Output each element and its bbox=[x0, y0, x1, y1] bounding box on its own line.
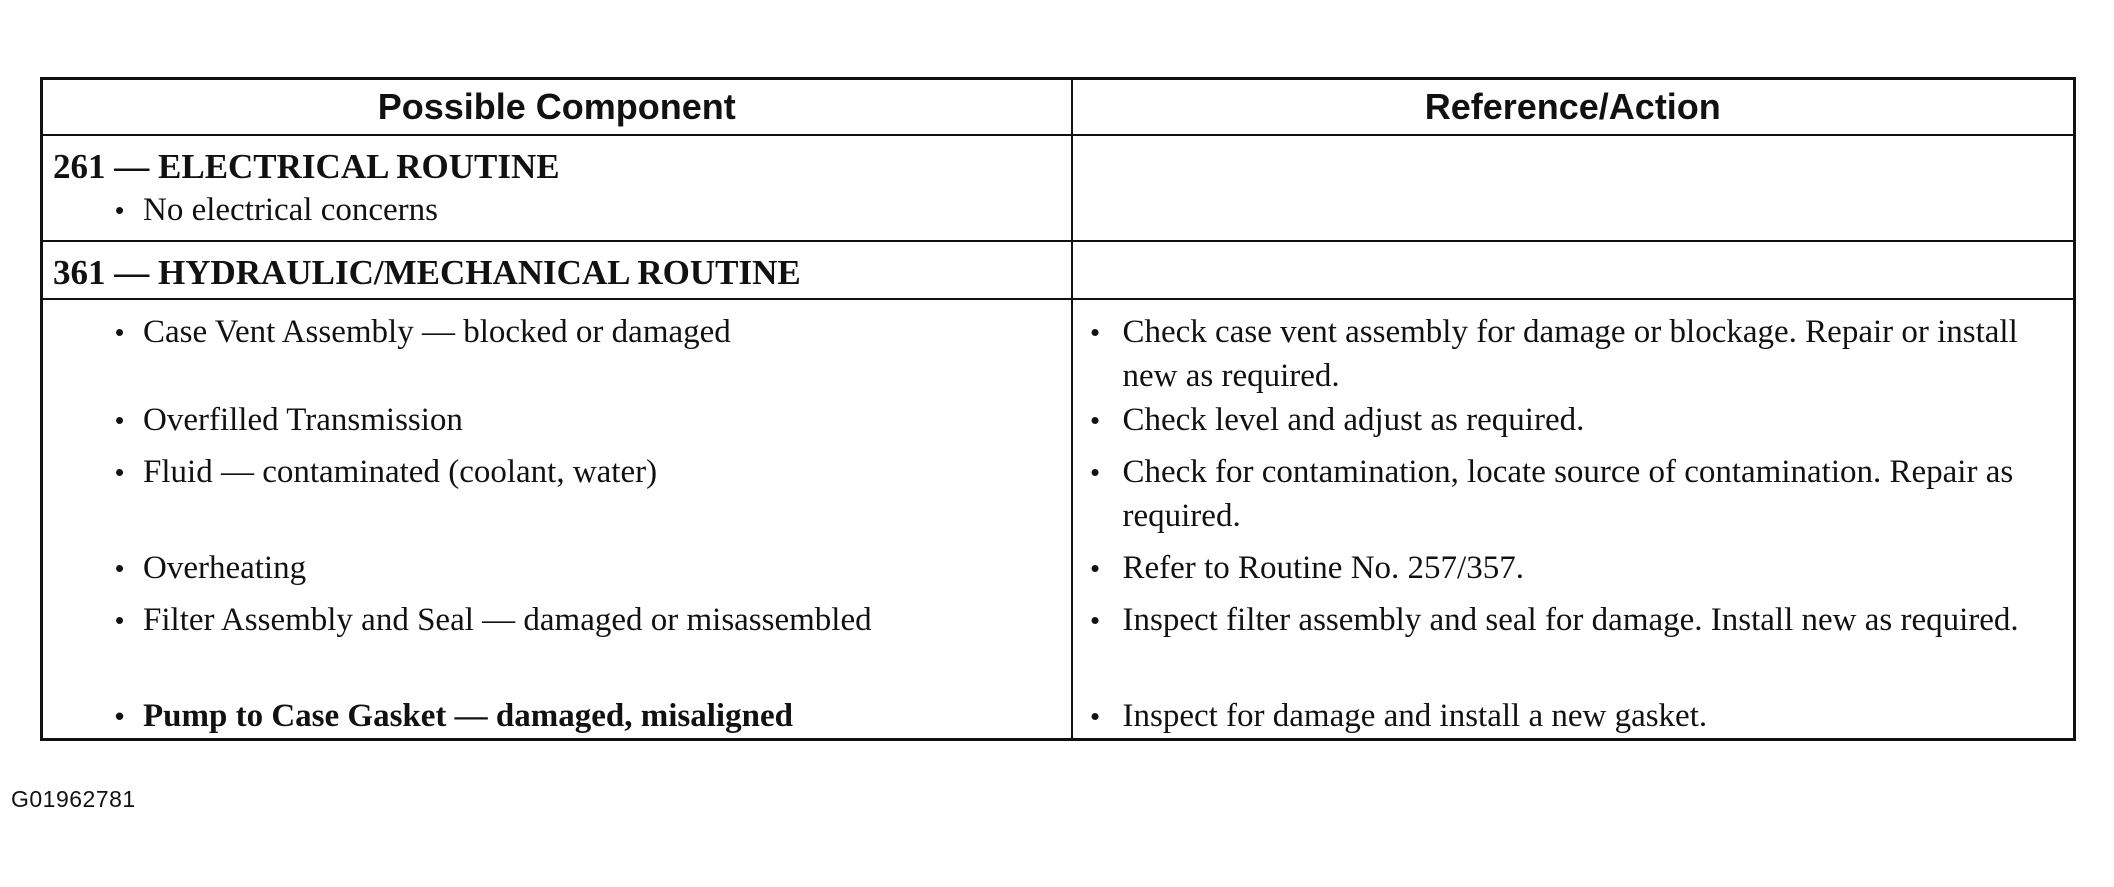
bullet-icon: • bbox=[1090, 317, 1100, 347]
bullet-icon: • bbox=[115, 195, 125, 225]
component-text: No electrical concerns bbox=[143, 192, 439, 228]
list-item bbox=[43, 546, 1071, 598]
list-item bbox=[1073, 310, 2074, 398]
action-text: Check for contamination, locate source of contamination. Repair as required. bbox=[1122, 454, 2014, 534]
list-item bbox=[43, 694, 1071, 738]
list-item bbox=[43, 450, 1071, 546]
component-text: Pump to Case Gasket — damaged, misaligned bbox=[143, 698, 793, 734]
action-text: Check case vent assembly for damage or blockage. Repair or install new as required. bbox=[1122, 314, 2018, 394]
routine-361-items-row bbox=[42, 299, 2075, 740]
routine-title: 261 — ELECTRICAL ROUTINE bbox=[53, 147, 560, 186]
action-text: Inspect for damage and install a new gasket. bbox=[1122, 698, 1708, 734]
action-text: Check level and adjust as required. bbox=[1122, 402, 1585, 438]
list-item bbox=[1073, 598, 2074, 694]
list-item bbox=[1073, 694, 2074, 738]
bullet-icon: • bbox=[115, 317, 125, 347]
bullet-icon: • bbox=[1090, 701, 1100, 731]
bullet-icon: • bbox=[115, 605, 125, 635]
figure-caption: G01962781 bbox=[11, 786, 136, 812]
bullet-icon: • bbox=[115, 553, 125, 583]
action-text: Inspect filter assembly and seal for damage. Install new as required. bbox=[1122, 602, 2019, 638]
list-item bbox=[43, 310, 1071, 398]
bullet-icon: • bbox=[115, 457, 125, 487]
routine-361-actions-cell bbox=[1072, 299, 2075, 740]
list-item bbox=[1073, 398, 2074, 450]
diagnostic-table bbox=[40, 77, 2076, 741]
routine-261-action-cell bbox=[1072, 135, 2075, 241]
bullet-icon: • bbox=[115, 405, 125, 435]
component-text: Case Vent Assembly — blocked or damaged bbox=[143, 314, 731, 350]
component-text: Fluid — contaminated (coolant, water) bbox=[143, 454, 658, 490]
bullet-icon: • bbox=[115, 701, 125, 731]
bullet-icon: • bbox=[1090, 405, 1100, 435]
list-item bbox=[1073, 450, 2074, 546]
routine-261-cell bbox=[42, 135, 1072, 241]
action-text: Refer to Routine No. 257/357. bbox=[1122, 550, 1524, 586]
header-row bbox=[42, 79, 2075, 136]
bullet-icon: • bbox=[1090, 553, 1100, 583]
routine-361-title-action-cell bbox=[1072, 241, 2075, 299]
component-text: Overheating bbox=[143, 550, 307, 586]
routine-361-title-cell bbox=[42, 241, 1072, 299]
routine-261-row bbox=[42, 135, 2075, 241]
component-text: Overfilled Transmission bbox=[143, 402, 463, 438]
header-reference-action: Reference/Action bbox=[1072, 79, 2075, 136]
routine-361-title-row bbox=[42, 241, 2075, 299]
bullet-icon: • bbox=[1090, 605, 1100, 635]
header-possible-component: Possible Component bbox=[42, 79, 1072, 136]
bullet-icon: • bbox=[1090, 457, 1100, 487]
routine-title: 361 — HYDRAULIC/MECHANICAL ROUTINE bbox=[53, 253, 801, 292]
routine-361-components-cell bbox=[42, 299, 1072, 740]
list-item bbox=[43, 398, 1071, 450]
list-item bbox=[43, 188, 1071, 232]
list-item bbox=[1073, 546, 2074, 598]
component-text: Filter Assembly and Seal — damaged or misassembled bbox=[143, 602, 872, 638]
list-item bbox=[43, 598, 1071, 694]
